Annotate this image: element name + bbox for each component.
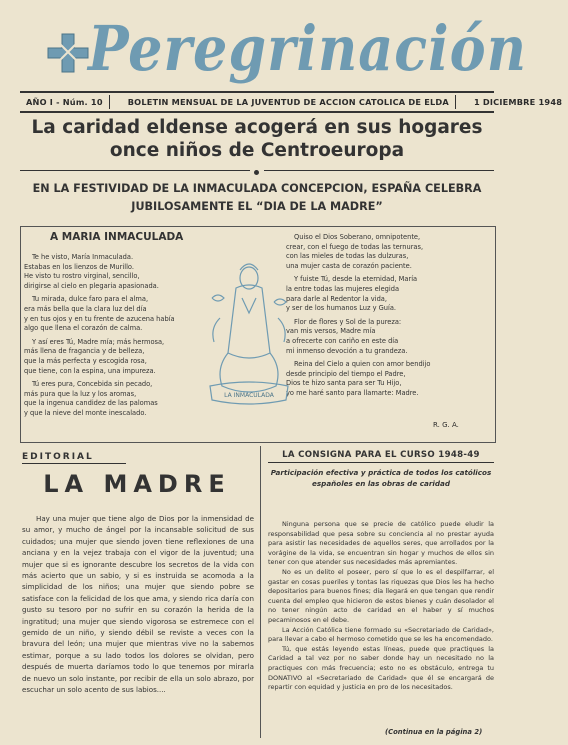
issue-number: AÑO I - Núm. 10: [26, 97, 103, 107]
poem-line: Te he visto, María Inmaculada.: [32, 252, 134, 261]
poem-title: A MARIA INMACULADA: [50, 231, 184, 243]
poem-line: Reina del Cielo a quien con amor bendijo: [294, 359, 431, 369]
illustration-caption: LA INMACULADA: [224, 392, 274, 399]
poem-line: mi inmenso devoción a tu grandeza.: [286, 345, 408, 355]
poem-stanza: [24, 337, 214, 375]
poem-signature: R. G. A.: [433, 421, 459, 429]
consigna-subtitle: [266, 467, 496, 489]
poem-stanza: [24, 294, 214, 332]
poem-line: Estabas en los lienzos de Murillo.: [24, 261, 134, 271]
poem-line: dirigirse al cielo en plegaria apasionada.: [24, 280, 159, 290]
issue-date: 1 DICIEMBRE 1948: [473, 97, 563, 107]
consigna-paragraph: Tú, que estás leyendo estas líneas, puede que practiques la Caridad a tal vez por no saber donde hay un necesitado no la practiques con más frecuencia; esto no es obstáculo, entrega tu DONATIVO al «Secretariado de Caridad» que él se encargará de repartir con equidad y justicia en pro de los necesitados.: [268, 644, 494, 692]
consigna-subtitle-line-1: Participación efectiva y práctica de todos los católicos: [270, 468, 492, 477]
poem-line: una mujer casta de corazón paciente.: [286, 260, 412, 270]
poem-line: y ser de los humanos Luz y Guía.: [286, 303, 397, 313]
virgin-mary-illustration: [206, 258, 292, 413]
poem-line: que la más perfecta y escogida rosa,: [24, 355, 147, 365]
poem-line: yo me haré santo para llamarte: Madre.: [286, 387, 419, 397]
poem-stanza: [286, 274, 491, 312]
poem-stanza: [286, 232, 491, 270]
poem-line: Dios te hizo santa para ser Tu Hijo,: [286, 378, 402, 388]
consigna-title: LA CONSIGNA PARA EL CURSO 1948-49: [282, 450, 480, 460]
issue-info-bar: [20, 91, 563, 113]
divider: [22, 463, 126, 464]
poem-line: algo que llena el corazón de calma.: [24, 323, 143, 333]
poem-line: y en tus ojos y en tu frente de azucena había: [24, 313, 175, 323]
ornament-dot: [254, 170, 259, 175]
divider: [268, 462, 494, 463]
editorial-paragraph: Hay una mujer que tiene algo de Dios por la inmensidad de su amor, y mucho de ángel por la incansable solicitud de sus cuidados; una mujer que siendo joven tiene reflexiones de una anciana y en la vejez trabaja con el vigor de la juventud; una mujer que si es ignorante descubre los secretos de la vida con más acierto que un sabio, y si es instruida se acomoda a la simplicidad de los niños; una mujer que siendo pobre se satisface con la felicidad de los que ama, y siendo rica daría con gusto su tesoro por no sufrir en su corazón la herida de la ingratitud; una mujer que siendo vigorosa se estremece con el gemido de un niño, y siendo débil se reviste a veces con la bravura del león; una mujer que mientras vive no la sabemos estimar, porque a su lado todos los dolores se olvidan, pero después de muerta daríamos todo lo que tenemos por mirarla de nuevo un solo instante, por recibir de ella un solo abrazo, por escuchar un solo acento de sus labios....: [22, 514, 254, 695]
poem-line: Tu mirada, dulce faro para el alma,: [32, 294, 149, 304]
poem-line: era más bella que la clara luz del día: [24, 303, 147, 313]
poem-line: He visto tu rostro virginal, sencillo,: [24, 271, 140, 281]
editorial-body: [22, 513, 254, 696]
poem-line: Y así eres Tú, Madre mía; más hermosa,: [32, 336, 165, 346]
continued-note: (Continua en la página 2): [385, 728, 483, 736]
poem-line: más llena de fragancia y de belleza,: [24, 346, 145, 356]
poem-stanza: [286, 317, 491, 355]
poem-line: y que la nieve del monte inescalado.: [24, 407, 147, 417]
cross-emblem-icon: [46, 30, 90, 74]
poem-stanza: [286, 359, 491, 397]
headline-line-1: La caridad eldense acogerá en sus hogares: [31, 117, 483, 138]
main-headline: [20, 116, 494, 162]
publication-subtitle: BOLETIN MENSUAL DE LA JUVENTUD DE ACCION CATOLICA DE ELDA: [127, 97, 449, 107]
headline-line-2: once niños de Centroeuropa: [109, 140, 405, 161]
sub-headline: [20, 180, 494, 216]
poem-line: van mis versos, Madre mía: [286, 326, 376, 336]
editorial-title: LA MADRE: [43, 470, 231, 498]
poem-left-column: [24, 252, 214, 422]
consigna-subtitle-line-2: españoles en las obras de caridad: [312, 479, 450, 488]
poem-right-column: [286, 232, 491, 402]
column-divider: [260, 446, 261, 738]
poem-line: Flor de flores y Sol de la pureza:: [294, 316, 402, 326]
consigna-paragraph: No es un delito el poseer, pero sí que lo es el despilfarrar, el gastar en cosas pueriles y tontas las riquezas que Dios les ha hecho depositarios para buenos fines; día llegará en que tengan que rendir cuenta del empleo que hicieron de estos bienes y cuán desolador el no tener ningún acto de caridad en el haber y sí muchos pecaminosos en el debe.: [268, 567, 494, 624]
divider: [264, 170, 494, 171]
poem-line: que tiene, con la espina, una impureza.: [24, 365, 156, 375]
consigna-paragraph: La Acción Católica tiene formado su «Secretariado de Caridad», para llevar a cabo el hermoso cometido que se les ha encomendado.: [268, 625, 494, 644]
masthead: [18, 8, 527, 88]
divider: [20, 170, 250, 171]
subheadline-line-1: EN LA FESTIVIDAD DE LA INMACULADA CONCEPCION, ESPAÑA CELEBRA: [32, 182, 482, 195]
poem-line: que la ingenua candidez de las palomas: [24, 398, 158, 408]
poem-line: la entre todas las mujeres elegida: [286, 283, 400, 293]
masthead-title: Peregrinación: [88, 11, 527, 85]
divider: [455, 95, 468, 109]
divider: [109, 95, 122, 109]
poem-line: Y fuiste Tú, desde la eternidad, María: [294, 274, 418, 284]
poem-line: Tú eres pura, Concebida sin pecado,: [32, 379, 153, 389]
consigna-paragraph: Ninguna persona que se precie de católico puede eludir la responsabilidad que pesa sobre su conciencia al no prestar ayuda para asistir las necesidades de aquellos seres, que arrollados por la vorágine de la vida, se encuentran sin hogar y muchos de ellos sin tener con que atender sus necesidades más apremiantes.: [268, 520, 494, 567]
poem-line: desde principio del tiempo el Padre,: [286, 368, 406, 378]
poem-line: a ofrecerte con cariño en este día: [286, 335, 399, 345]
poem-line: con las mieles de todas las dulzuras,: [286, 251, 409, 261]
consigna-body: [268, 520, 494, 693]
poem-stanza: [24, 379, 214, 417]
editorial-label: EDITORIAL: [22, 452, 94, 462]
subheadline-line-2: JUBILOSAMENTE EL “DIA DE LA MADRE”: [131, 200, 383, 213]
poem-line: crear, con el fuego de todas las ternuras,: [286, 241, 424, 251]
poem-line: Quiso el Dios Soberano, omnipotente,: [294, 232, 421, 241]
poem-line: para darle al Redentor la vida,: [286, 293, 387, 303]
poem-stanza: [24, 252, 214, 290]
poem-line: más pura que la luz y los aromas,: [24, 388, 137, 398]
